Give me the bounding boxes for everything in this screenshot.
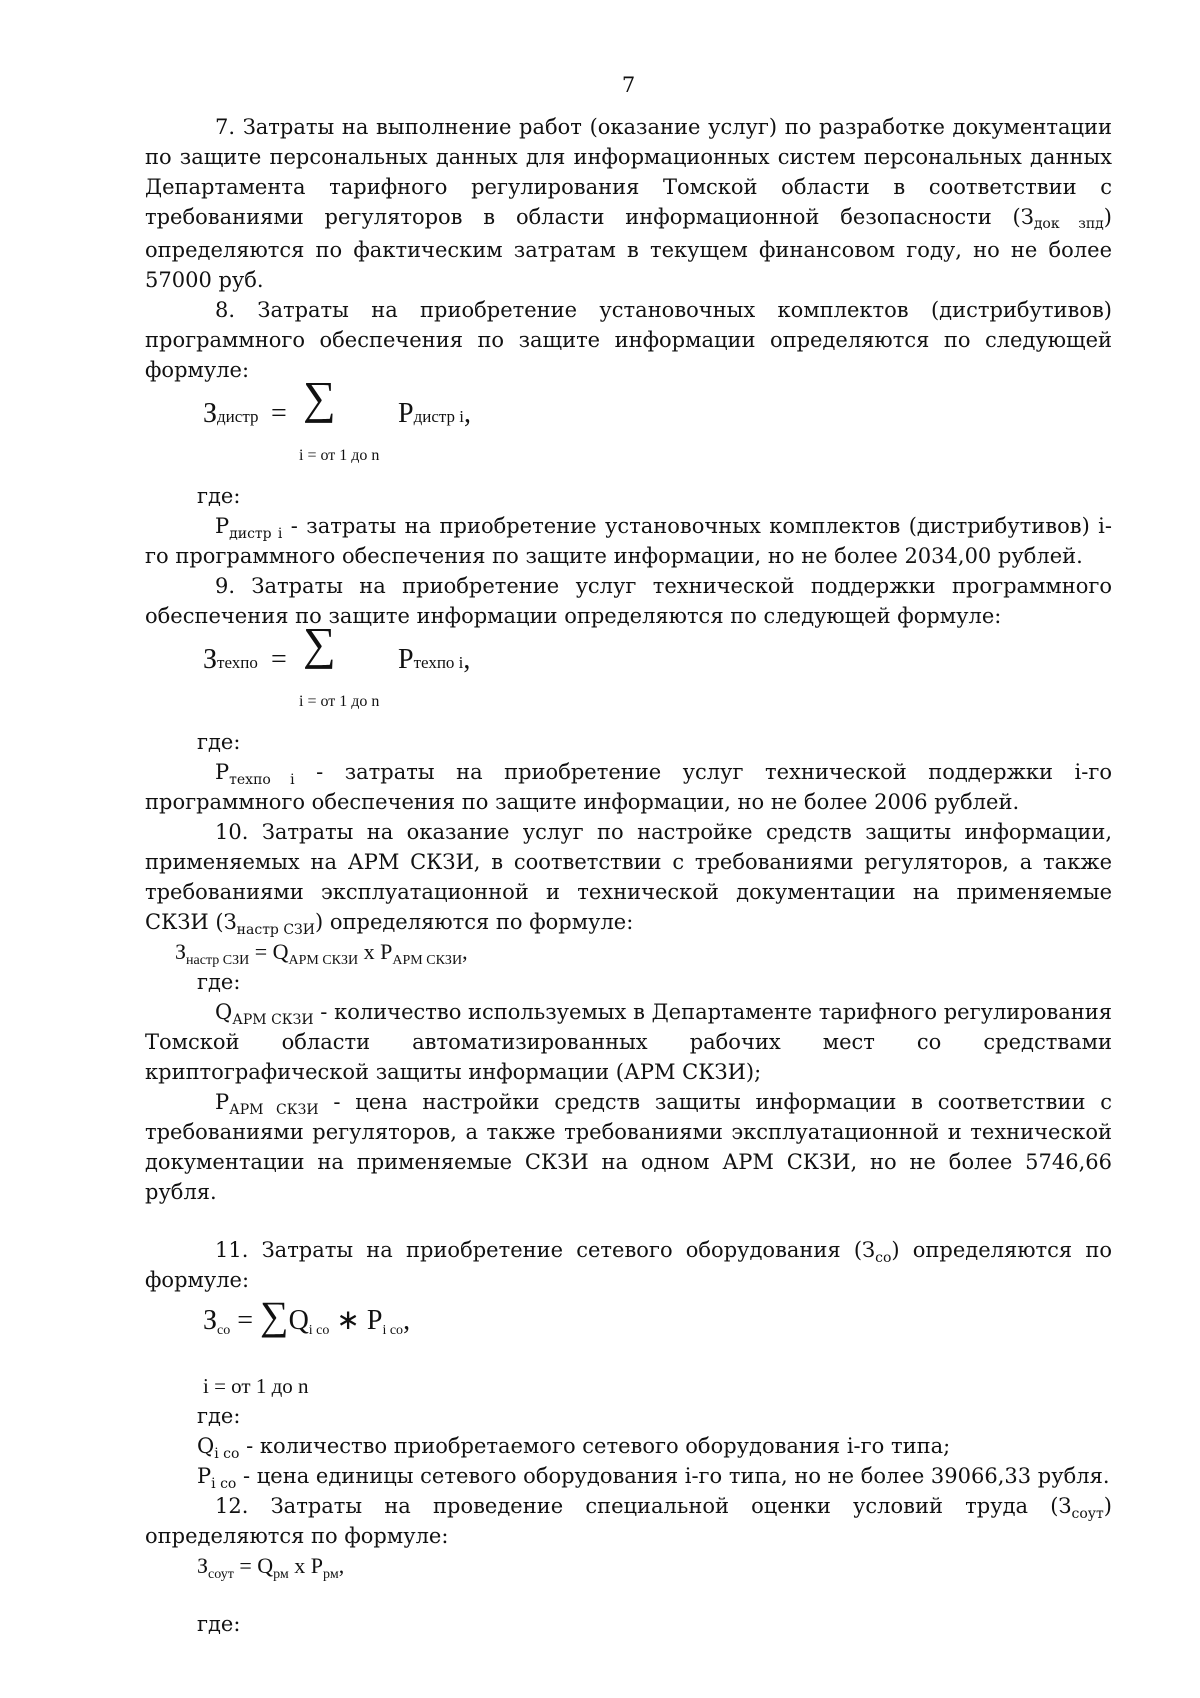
paragraph-12: 12. Затраты на проведение специальной оценки условий труда $(З_{соут})$ определяются по формуле: (145, 1494, 1112, 1548)
formula-techpo: Зтехпо = ∑ i = от 1 до n Pтехпо i, (203, 637, 1112, 719)
sum-symbol: ∑ (260, 1293, 289, 1338)
formula-co: $З_{со} = \sum Q_{i со}$ ∗ $P_{i со}$, (203, 1293, 411, 1338)
sum-range: i = от 1 до n (203, 1374, 309, 1398)
definition-p-techpo: $P_{техпо i}$ - затраты на приобретение услуг технической поддержки i-го программного обеспечения по защите информации, но не более 2006 рублей. (145, 760, 1112, 814)
definition-p-distr: $P_{дистр i}$ - затраты на приобретение установочных комплектов (дистрибутивов) i-го программного обеспечения по защите информации, но не более 2034,00 рублей. (145, 514, 1112, 568)
formula-distr: Здистр = ∑ i = от 1 до n Pдистр i, (203, 391, 1112, 473)
paragraph-10: 10. Затраты на оказание услуг по настройке средств защиты информации, применяемых на АРМ СКЗИ, в соответствии с требованиями регуляторов, а также требованиями эксплуатационной и технической документации на применяемые СКЗИ $(З_{настр СЗИ})$ определяются по формуле: (145, 820, 1112, 938)
formula-nastr: $З_{настр СЗИ} = Q_{АРМ СКЗИ}$ x $P_{АРМ СКЗИ}$, (175, 939, 468, 968)
sum-symbol: ∑ (303, 618, 336, 669)
where-label: где: (197, 730, 241, 754)
where-label: где: (197, 1404, 241, 1428)
paragraph-9: 9. Затраты на приобретение услуг технической поддержки программного обеспечения по защите информации определяются по следующей формуле: (145, 574, 1112, 628)
sum-symbol: ∑ (303, 372, 336, 423)
sum-range: i = от 1 до n (299, 447, 380, 464)
definition-q-co: $Q_{i со}$ - количество приобретаемого сетевого оборудования i-го типа; (197, 1434, 951, 1462)
formula-sout: $З_{соут} = Q_{рм}$ x $P_{рм}$, (197, 1553, 345, 1582)
sum-range: i = от 1 до n (299, 693, 380, 710)
subscript: док зпд (1033, 216, 1104, 232)
where-label: где: (197, 1612, 241, 1636)
paragraph-7: 7. Затраты на выполнение работ (оказание услуг) по разработке документации по защите персональных данных для информационных систем персональных данных Департамента тарифного регулирования Томской области в соответствии с требованиями регуляторов в области информационной безопасности (Здок зпд) определяются по фактическим затратам в текущем финансовом году, но не более 57000 руб. (145, 115, 1112, 292)
paragraph-11: 11. Затраты на приобретение сетевого оборудования $(З_{со})$ определяются по формуле: (145, 1238, 1112, 1292)
definition-p-co: $P_{i со}$ - цена единицы сетевого оборудования i-го типа, но не более 39066,33 рубля. (197, 1464, 1110, 1492)
where-label: где: (197, 970, 241, 994)
page-number: 7 (621, 73, 636, 97)
where-label: где: (197, 484, 241, 508)
paragraph-8: 8. Затраты на приобретение установочных комплектов (дистрибутивов) программного обеспечения по защите информации определяются по следующей формуле: (145, 298, 1112, 382)
definition-q-arm: $Q_{АРМ СКЗИ}$ - количество используемых в Департаменте тарифного регулирования Томской области автоматизированных рабочих мест со средствами криптографической защиты информации (АРМ СКЗИ); (145, 1000, 1112, 1084)
definition-p-arm: $P_{АРМ СКЗИ}$ - цена настройки средств защиты информации в соответствии с требованиями регуляторов, а также требованиями эксплуатационной и технической документации на применяемые СКЗИ на одном АРМ СКЗИ, но не более 5746,66 рубля. (145, 1090, 1112, 1204)
